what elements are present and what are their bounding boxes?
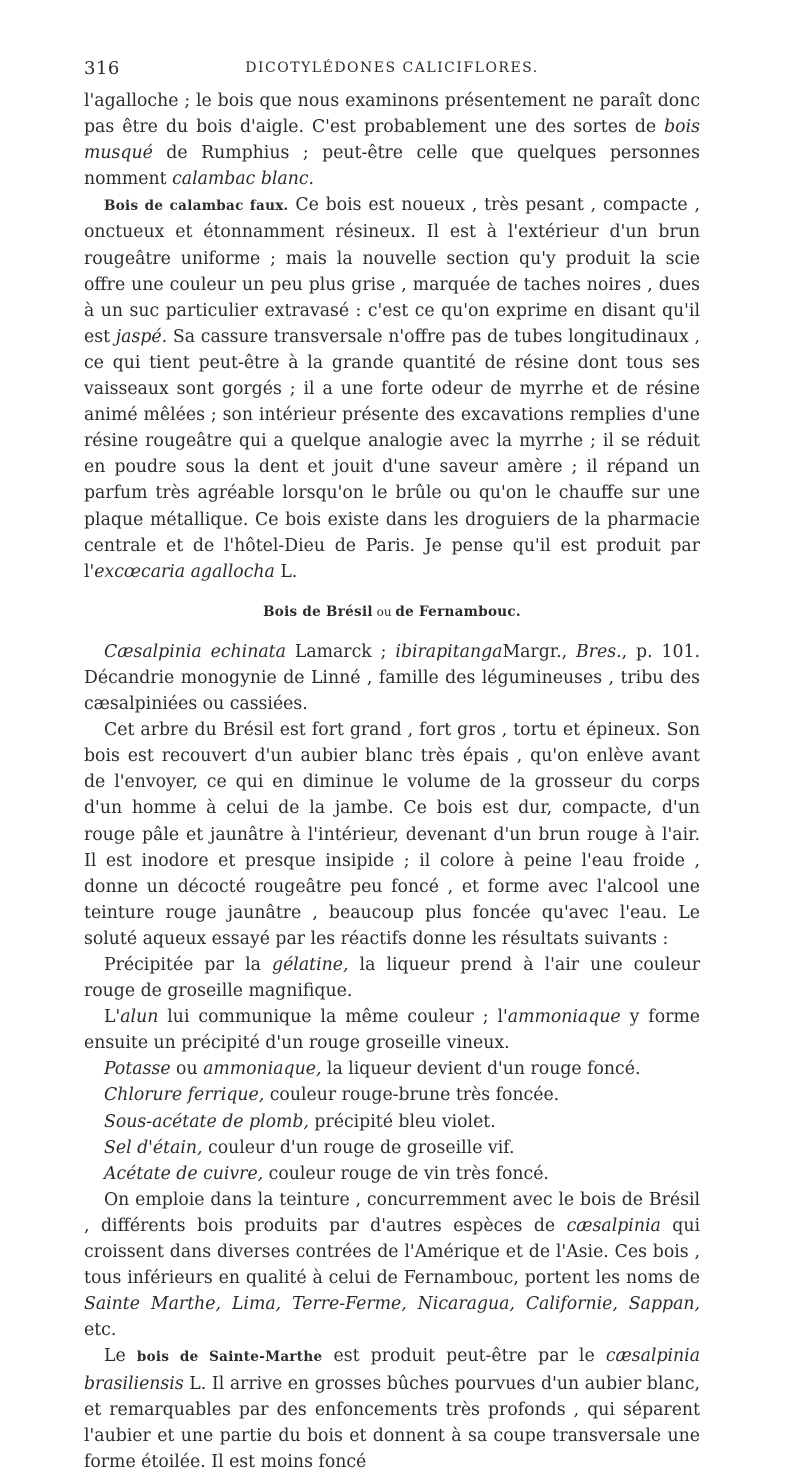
text-run: Ce bois est noueux , très pesant , compacte , onctueux et étonnamment résineux. Il est à l'extérieur d'un brun rougeâtre uniforme ; mais la nouvelle section qu'y produit la scie offre une couleur un peu plus grise , marquée de taches noires , dues à un suc particulier extravasé : c'est ce qu'on exprime en disant qu'il est: [84, 195, 700, 347]
reaction-line: [84, 1082, 700, 1108]
paragraph-agalloche: [84, 88, 700, 192]
paragraph-gelatine: [84, 952, 700, 1004]
italic-run: Potasse: [104, 1059, 171, 1080]
text-run: couleur rouge-brune très foncée.: [264, 1085, 560, 1106]
italic-run: Bres.: [576, 641, 622, 662]
paragraph-teinture: [84, 1187, 700, 1344]
section-title-part: de Fernambouc.: [395, 603, 521, 620]
italic-run: cæsalpinia brasiliensis: [84, 1346, 700, 1394]
text-run: On emploie dans la teinture , concurremment avec le bois de Brésil , différents bois produits par d'autres espèces de: [84, 1189, 700, 1236]
section-title: [84, 599, 700, 625]
section-title-conjunction: ou: [372, 604, 396, 619]
paragraph-caesalpinia: [84, 639, 700, 717]
paragraph-alun: [84, 1004, 700, 1056]
text-run: la liqueur prend à l'air une couleur rouge de groseille magnifique.: [84, 955, 700, 1002]
text-run: etc.: [84, 1320, 117, 1341]
page-body: [84, 88, 700, 1475]
italic-run: Sous-acétate de plomb,: [104, 1111, 309, 1132]
text-run: qui croissent dans diverses contrées de l'Amérique et de l'Asie. Ces bois , tous inférieurs en qualité à celui de Fernambouc, portent les noms de: [84, 1215, 700, 1289]
page: [84, 58, 700, 1475]
page-header: [84, 58, 700, 88]
italic-run: ammoniaque: [507, 1007, 621, 1028]
text-run: la liqueur devient d'un rouge foncé.: [321, 1059, 641, 1080]
text-run: l'agalloche ; le bois que nous examinons présentement ne paraît donc pas être du bois d'aigle. C'est probablement une des sortes de: [84, 91, 700, 138]
italic-run: ibirapitanga: [395, 641, 503, 662]
text-run: L.: [274, 561, 298, 582]
italic-run: calambac blanc.: [172, 169, 315, 190]
reaction-line: [84, 1109, 700, 1135]
italic-run: Acétate de cuivre,: [104, 1163, 264, 1184]
text-run: de Rumphius ; peut-être celle que quelques personnes nomment: [84, 143, 700, 190]
running-title: DICOTYLÉDONES CALICIFLORES.: [245, 60, 539, 76]
text-run: Lamarck ;: [285, 641, 396, 662]
italic-run: Sel d'étain,: [104, 1137, 203, 1158]
text-run: lui communique la même couleur ; l': [158, 1007, 508, 1028]
text-run: Précipitée par la: [104, 955, 273, 975]
text-run: Margr.,: [502, 641, 577, 662]
text-run: couleur rouge de vin très foncé.: [263, 1163, 549, 1184]
reaction-line: [84, 1056, 700, 1082]
paragraph-sainte-marthe: [84, 1343, 700, 1474]
text-run: est produit peut-être par le: [322, 1346, 606, 1367]
italic-run: Cæsalpinia echinata: [104, 641, 286, 662]
entry-heading: bois de Sainte-Marthe: [136, 1349, 323, 1366]
text-run: précipité bleu violet.: [308, 1111, 496, 1132]
italic-run: jaspé.: [115, 326, 168, 347]
section-title-part: Bois de Brésil: [263, 603, 373, 620]
italic-run: ammoniaque,: [203, 1059, 322, 1080]
text-run: Le: [104, 1346, 137, 1367]
page-number: 316: [84, 58, 120, 79]
italic-run: alun: [120, 1007, 159, 1028]
italic-run: excœcaria agallocha: [94, 561, 275, 582]
text-run: Sa cassure transversale n'offre pas de tubes longitudinaux , ce qui tient peut-être à la grande quantité de résine dont tous ses vaisseaux sont gorgés ; il a une forte odeur de myrrhe et de résine animé mêlées ; son intérieur présente des excavations remplies d'une résine rougeâtre qui a quelque analogie avec la myrrhe ; il se réduit en poudre sous la dent et jouit d'une saveur amère ; il répand un parfum très agréable lorsqu'on le brûle ou qu'on le chauffe sur une plaque métallique. Ce bois existe dans les droguiers de la pharmacie centrale et de l'hôtel-Dieu de Paris. Je pense qu'il est produit par l': [84, 326, 700, 582]
italic-run: Sainte Marthe, Lima, Terre-Ferme, Nicaragua, Californie, Sappan,: [84, 1294, 700, 1315]
text-run: ou: [170, 1059, 204, 1080]
italic-run: bois musqué: [84, 117, 700, 164]
text-run: couleur d'un rouge de groseille vif.: [202, 1137, 515, 1158]
text-run: L': [104, 1007, 121, 1028]
reaction-line: [84, 1135, 700, 1161]
italic-run: Chlorure ferrique,: [104, 1085, 265, 1106]
text-run: , p. 101. Décandrie monogynie de Linné , famille des légumineuses , tribu des cæsalpiniées ou cassiées.: [84, 641, 701, 715]
paragraph-calambac-faux: [84, 192, 700, 584]
text-run: L. Il arrive en grosses bûches pourvues d'un aubier blanc, et remarquables par des enfoncements très profonds , qui séparent l'aubier et une partie du bois et donnent à sa coupe transversale une forme étoilée. Il est moins foncé: [84, 1373, 700, 1472]
italic-run: gélatine,: [272, 955, 349, 975]
entry-heading: Bois de calambac faux.: [104, 198, 289, 215]
text-run: y forme ensuite un précipité d'un rouge groseille vineux.: [84, 1007, 700, 1054]
reaction-line: [84, 1161, 700, 1187]
italic-run: cæsalpinia: [566, 1215, 661, 1236]
paragraph-arbre-bresil: Cet arbre du Brésil est fort grand , fort gros , tortu et épineux. Son bois est recouvert d'un aubier blanc très épais , qu'on enlève avant de l'envoyer, ce qui en diminue le volume de la grosseur du corps d'un homme à celui de la jambe. Ce bois est dur, compacte, d'un rouge pâle et jaunâtre à l'intérieur, devenant d'un brun rouge à l'air. Il est inodore et presque insipide ; il colore à peine l'eau froide , donne un décocté rougeâtre peu foncé , et forme avec l'alcool une teinture rouge jaunâtre , beaucoup plus foncée qu'avec l'eau. Le soluté aqueux essayé par les réactifs donne les résultats suivants :: [84, 720, 700, 949]
